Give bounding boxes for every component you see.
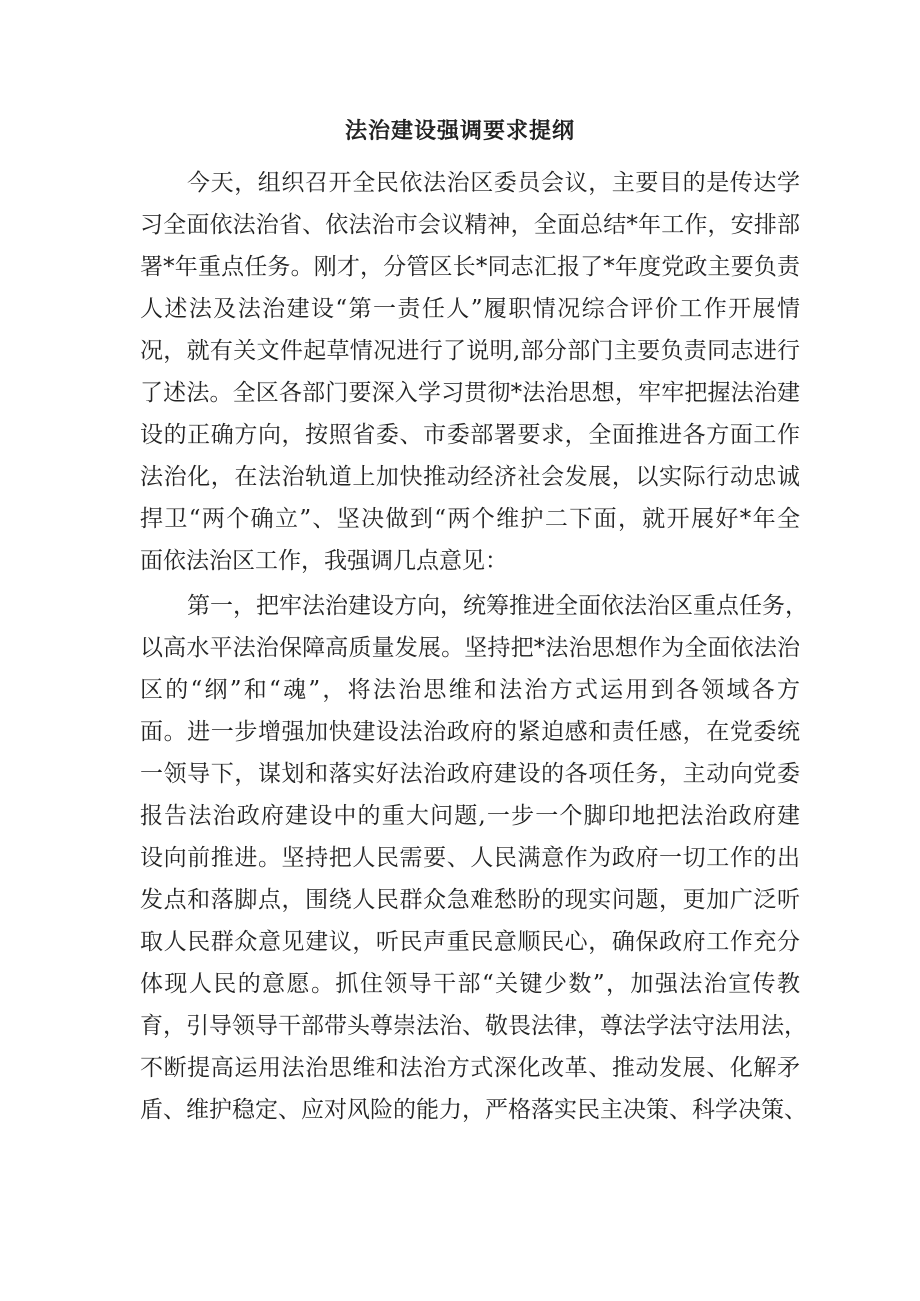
- paragraph-line: 第一，把牢法治建设方向，统筹推进全面依法治区重点任务，: [187, 593, 808, 619]
- paragraph-line: 发点和落脚点，围绕人民群众急难愁盼的现实问题，更加广泛听: [140, 887, 800, 913]
- paragraph-line: 报告法治政府建设中的重大问题,一步一个脚印地把法治政府建: [140, 803, 800, 829]
- paragraph-line: 体现人民的意愿。抓住领导干部“关键少数”，加强法治宣传教: [140, 971, 800, 997]
- paragraph-line: 不断提高运用法治思维和法治方式深化改革、推动发展、化解矛: [140, 1055, 800, 1081]
- paragraph-line: 捍卫“两个确立”、坚决做到“两个维护二下面，就开展好*年全: [140, 506, 800, 532]
- paragraph-line: 面依法治区工作，我强调几点意见：: [140, 548, 508, 574]
- paragraph-line: 盾、维护稳定、应对风险的能力，严格落实民主决策、科学决策、: [140, 1097, 807, 1123]
- paragraph-line: 育，引导领导干部带头尊崇法治、敬畏法律，尊法学法守法用法，: [140, 1013, 807, 1039]
- paragraph-line: 习全面依法治省、依法治市会议精神，全面总结*年工作，安排部: [140, 212, 800, 238]
- paragraph-line: 署*年重点任务。刚才，分管区长*同志汇报了*年度党政主要负责: [140, 254, 800, 280]
- paragraph-line: 区的“纲”和“魂”，将法治思维和法治方式运用到各领域各方: [140, 677, 800, 703]
- paragraph-line: 了述法。全区各部门要深入学习贯彻*法治思想，牢牢把握法治建: [140, 380, 800, 406]
- paragraph-line: 面。进一步增强加快建设法治政府的紧迫感和责任感，在党委统: [140, 719, 800, 745]
- paragraph-line: 取人民群众意见建议，听民声重民意顺民心，确保政府工作充分: [140, 929, 800, 955]
- paragraph-line: 法治化，在法治轨道上加快推动经济社会发展，以实际行动忠诚: [140, 464, 800, 490]
- paragraph-line: 设的正确方向，按照省委、市委部署要求，全面推进各方面工作: [140, 422, 800, 448]
- paragraph-line: 一领导下，谋划和落实好法治政府建设的各项任务，主动向党委: [140, 761, 800, 787]
- document-title: 法治建设强调要求提纲: [344, 118, 575, 144]
- paragraph-line: 今天，组织召开全民依法治区委员会议，主要目的是传达学: [187, 170, 800, 196]
- paragraph-line: 况，就有关文件起草情况进行了说明,部分部门主要负责同志进行: [140, 338, 800, 364]
- paragraph-line: 人述法及法治建设“第一责任人”履职情况综合评价工作开展情: [140, 296, 800, 322]
- paragraph-line: 设向前推进。坚持把人民需要、人民满意作为政府一切工作的出: [140, 845, 800, 871]
- paragraph-line: 以高水平法治保障高质量发展。坚持把*法治思想作为全面依法治: [140, 635, 800, 661]
